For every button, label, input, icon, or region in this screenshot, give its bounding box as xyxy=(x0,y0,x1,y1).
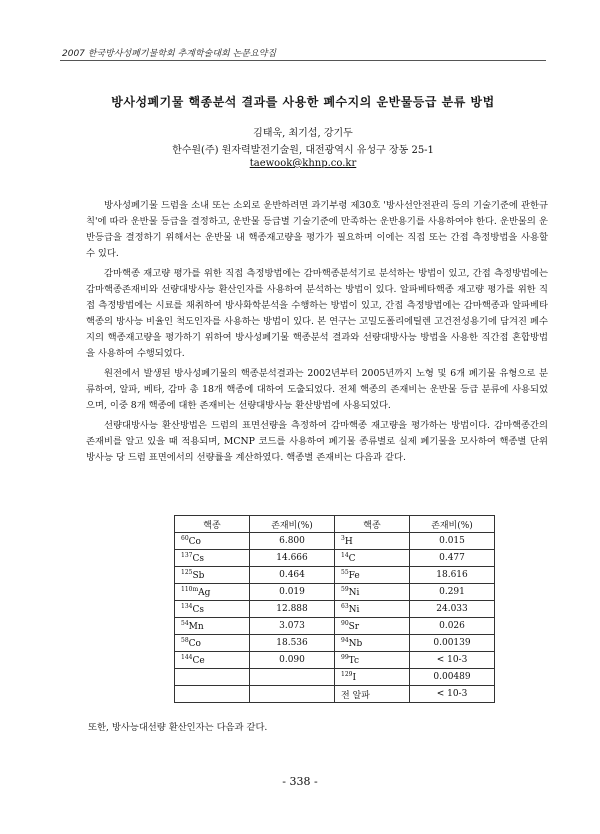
table-cell xyxy=(175,669,250,686)
table-cell xyxy=(250,601,335,618)
table-row xyxy=(175,669,495,686)
table-cell xyxy=(410,618,495,635)
mass-number: 55 xyxy=(341,569,349,576)
paragraph: 방사성폐기물 드럼을 소내 또는 소외로 운반하려면 과기부령 제30호 '방사선안전관리 등의 기술기준에 관한규칙'에 따라 운반물 등급을 결정하고, 운반물 등급별 기술기준에 만족하는 운반용기를 사용하여야 한다. 운반물의 운반등급을 결정하기 위해서는 운반물 내 핵종재고량을 평가가 필요하며 이에는 직접 또는 간접 측정방법을 사용할 수 있다. xyxy=(86,200,548,259)
header-rule xyxy=(60,60,546,61)
table-cell xyxy=(250,635,335,652)
abundance-value: 0.291 xyxy=(439,587,465,597)
nuclide-abundance-table xyxy=(174,515,495,703)
table-cell xyxy=(250,567,335,584)
nuclide-symbol: Ce xyxy=(192,656,205,666)
mass-number: 14 xyxy=(341,552,349,559)
mass-number: 144 xyxy=(181,654,193,661)
table-cell xyxy=(335,652,410,669)
abundance-value: 6.800 xyxy=(279,536,305,546)
table-cell xyxy=(410,584,495,601)
table-row xyxy=(175,533,495,550)
table-cell xyxy=(250,550,335,567)
abundance-value: 3.073 xyxy=(279,621,305,631)
abundance-value: 0.015 xyxy=(439,536,465,546)
nuclide-symbol: I xyxy=(352,673,357,683)
nuclide-symbol: Sr xyxy=(348,622,360,632)
abundance-value: 0.026 xyxy=(439,621,465,631)
abundance-value: 0.019 xyxy=(279,587,305,597)
table-cell xyxy=(175,601,250,618)
mass-number: 3 xyxy=(341,535,345,542)
mass-number: 59 xyxy=(341,586,349,593)
mass-number: 137 xyxy=(181,552,193,559)
affiliation: 한수원(주) 원자력발전기술원, 대전광역시 유성구 장동 25-1 xyxy=(172,145,434,156)
abundance-value: < 10-3 xyxy=(436,655,468,665)
table-cell xyxy=(175,567,250,584)
running-header: 2007 한국방사성폐기물학회 추계학술대회 논문요약집 xyxy=(62,49,277,59)
table-row xyxy=(175,635,495,652)
table-header-cell: 존재비(%) xyxy=(250,516,335,533)
table-cell xyxy=(335,584,410,601)
nuclide-symbol: Cs xyxy=(192,605,204,615)
table-cell xyxy=(250,686,335,703)
table-cell xyxy=(410,669,495,686)
nuclide-symbol: Ni xyxy=(348,605,360,615)
abundance-value: 0.00489 xyxy=(433,672,471,682)
nuclide-symbol: Co xyxy=(188,639,201,649)
table-body xyxy=(175,533,495,703)
paragraph: 선량대방사능 환산방법은 드럼의 표면선량을 측정하여 감마핵종 재고량을 평가하는 방법이다. 감마핵종간의 존재비를 알고 있을 때 적용되며, MCNP 코드를 사용하여 폐기물 종류별로 실제 폐기물을 모사하여 핵종별 단위 방사능 당 드럼 표면에서의 선량률을 계산하였다. 핵종별 존재비는 다음과 같다. xyxy=(86,420,548,463)
table-cell xyxy=(175,652,250,669)
table-cell xyxy=(410,567,495,584)
nuclide-symbol: Nb xyxy=(348,639,363,649)
table-row xyxy=(175,601,495,618)
table-header-cell: 핵종 xyxy=(335,516,410,533)
table-header-cell: 존재비(%) xyxy=(410,516,495,533)
table-cell xyxy=(250,533,335,550)
authors: 김태욱, 최기섭, 강기두 xyxy=(253,128,353,139)
table-cell xyxy=(250,618,335,635)
table-row xyxy=(175,550,495,567)
table-cell xyxy=(410,533,495,550)
paragraph: 원전에서 발생된 방사성폐기물의 핵종분석결과는 2002년부터 2005년까지 노형 및 6개 폐기물 유형으로 분류하여, 알파, 베타, 감마 총 18개 핵종에 대하여 도출되었다. 전체 핵종의 존재비는 운반물 등급 분류에 사용되었으며, 이중 8개 핵종에 대한 존재비는 선량대방사능 환산방법에 사용되었다. xyxy=(86,368,548,411)
table-row xyxy=(175,618,495,635)
table-cell xyxy=(335,601,410,618)
mass-number: 54 xyxy=(181,620,189,627)
nuclide-symbol: Cs xyxy=(192,554,204,564)
table-cell xyxy=(410,550,495,567)
page-number: - 338 - xyxy=(282,775,318,788)
mass-number: 125 xyxy=(181,569,193,576)
nuclide-symbol: Co xyxy=(188,537,201,547)
abundance-value: 0.090 xyxy=(279,655,305,665)
abundance-value: 12.888 xyxy=(276,604,308,614)
table-cell xyxy=(175,533,250,550)
abundance-value: 0.477 xyxy=(439,553,465,563)
table-cell xyxy=(250,652,335,669)
table-row xyxy=(175,584,495,601)
paragraph: 감마핵종 재고량 평가를 위한 직접 측정방법에는 감마핵종분석기로 분석하는 방법이 있고, 간접 측정방법에는 감마핵종존재비와 선량대방사능 환산인자를 사용하여 분석하는 방법이 있다. 알파베타핵종 재고량 평가를 위한 직접 측정방법에는 시료를 채취하여 방사화학분석을 수행하는 방법이 있고, 간접 측정방법에는 감마핵종과 알파베타 핵종의 방사능 비율인 척도인자를 사용하는 방법이 있다. 본 연구는 고밀도폴리에틸렌 고건전성용기에 담겨진 폐수지의 핵종재고량을 평가하기 위하여 방사성폐기물 핵종분석 결과와 선량대방사능 방법을 사용한 직간접 혼합방법을 사용하여 수행되었다. xyxy=(86,268,548,359)
mass-number: 58 xyxy=(181,637,189,644)
body-text xyxy=(86,198,548,470)
nuclide-symbol: Fe xyxy=(348,571,360,581)
mass-number: 129 xyxy=(341,671,353,678)
table-cell xyxy=(175,584,250,601)
nuclide-symbol: Tc xyxy=(348,656,359,666)
table-cell xyxy=(410,686,495,703)
abundance-value: 18.616 xyxy=(436,570,468,580)
table-cell xyxy=(250,669,335,686)
table-cell xyxy=(410,652,495,669)
nuclide-symbol: Mn xyxy=(188,622,204,632)
table-cell xyxy=(175,618,250,635)
abundance-value: 18.536 xyxy=(276,638,308,648)
table-cell xyxy=(335,669,410,686)
table-cell xyxy=(335,618,410,635)
abundance-value: < 10-3 xyxy=(436,689,468,699)
nuclide-symbol: Ni xyxy=(348,588,360,598)
table-cell xyxy=(335,567,410,584)
table-cell xyxy=(335,686,410,703)
mass-number: 134 xyxy=(181,603,193,610)
email-link[interactable]: taewook@khnp.co.kr xyxy=(249,158,357,169)
table-row xyxy=(175,686,495,703)
mass-number: 94 xyxy=(341,637,349,644)
mass-number: 90 xyxy=(341,620,349,627)
table-row xyxy=(175,567,495,584)
table-cell xyxy=(335,533,410,550)
table-cell xyxy=(335,550,410,567)
table-cell xyxy=(175,635,250,652)
nuclide-symbol: Sb xyxy=(192,571,205,581)
abundance-value: 14.666 xyxy=(276,553,308,563)
table-cell xyxy=(175,686,250,703)
nuclide-symbol: Ag xyxy=(198,588,211,598)
mass-number: 110m xyxy=(181,586,199,593)
nuclide-symbol: H xyxy=(344,537,353,547)
table-row xyxy=(175,652,495,669)
abundance-value: 0.00139 xyxy=(433,638,471,648)
abundance-value: 24.033 xyxy=(436,604,468,614)
table-header-cell: 핵종 xyxy=(175,516,250,533)
abundance-value: 0.464 xyxy=(279,570,305,580)
closing-sentence: 또한, 방사능대선량 환산인자는 다음과 같다. xyxy=(88,722,268,733)
table-cell xyxy=(250,584,335,601)
mass-number: 99 xyxy=(341,654,349,661)
table-cell xyxy=(410,635,495,652)
paper-title: 방사성폐기물 핵종분석 결과를 사용한 폐수지의 운반물등급 분류 방법 xyxy=(111,95,495,109)
nuclide-symbol: C xyxy=(348,554,356,564)
table-cell xyxy=(410,601,495,618)
nuclide-symbol: 전 알파 xyxy=(341,690,370,701)
table-header-row xyxy=(175,516,495,533)
table-cell xyxy=(175,550,250,567)
mass-number: 60 xyxy=(181,535,189,542)
mass-number: 63 xyxy=(341,603,349,610)
table-cell xyxy=(335,635,410,652)
